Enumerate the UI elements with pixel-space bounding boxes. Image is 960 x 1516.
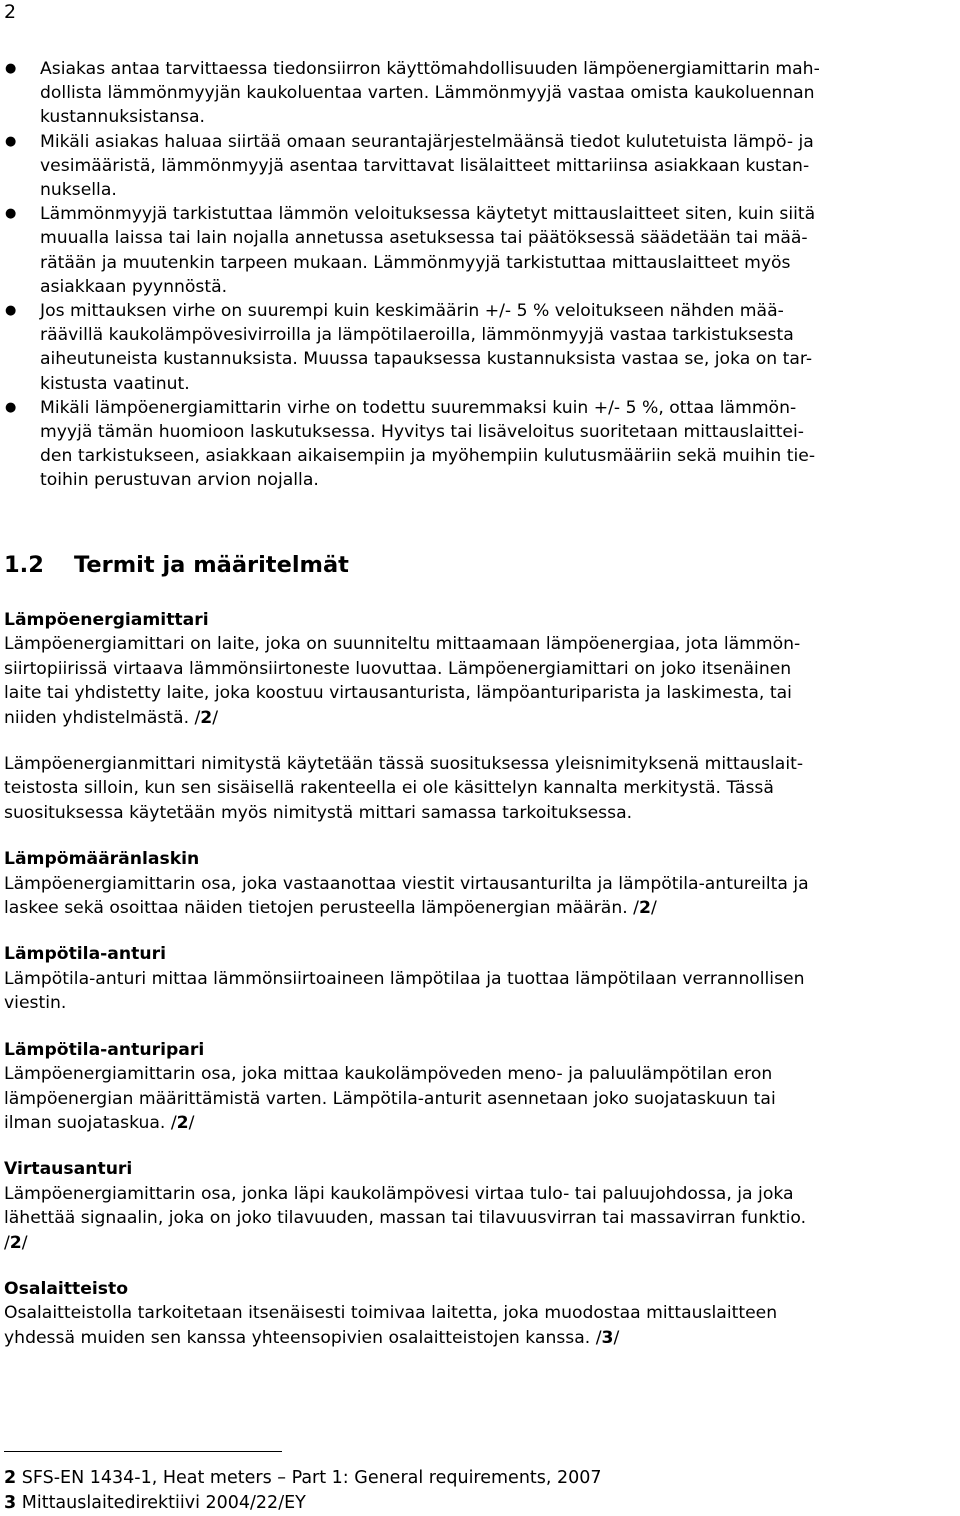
term-line: Osalaitteistolla tarkoitetaan itsenäisesti toimivaa laitetta, joka muodostaa mittauslaitteen: [4, 1303, 778, 1324]
term-title: Lämpötila-anturipari: [4, 1039, 205, 1060]
bullet-dot-icon: ●: [5, 133, 17, 149]
paragraph-line: Lämpöenergianmittari nimitystä käytetään tässä suosituksessa yleisnimityksenä mittauslait-: [4, 754, 804, 775]
term-line: laite tai yhdistetty laite, joka koostuu virtausanturista, lämpöanturiparista ja laskimesta, tai: [4, 683, 792, 704]
term-title: Lämpöenergiamittari: [4, 610, 209, 630]
bullet-item: [0, 299, 960, 396]
term-osalaitteisto: [4, 1277, 954, 1350]
term-line: lähettää signaalin, joka on joko tilavuuden, massan tai tilavuusvirran tai massavirran funktio.: [4, 1208, 807, 1229]
footnote-text: Mittauslaitedirektiivi 2004/22/EY: [16, 1492, 306, 1513]
term-title: Lämpötila-anturi: [4, 944, 166, 965]
bullet-line: myyjä tämän huomioon laskutuksessa. Hyvitys tai lisäveloitus suoritetaan mittauslaittei-: [40, 422, 804, 443]
footnote-text: SFS-EN 1434-1, Heat meters – Part 1: General requirements, 2007: [16, 1468, 602, 1488]
term-line: ilman suojataskua. /: [4, 1112, 177, 1133]
reference-tail: /: [650, 898, 657, 919]
term-line: Lämpöenergiamittari on laite, joka on suunniteltu mittaamaan lämpöenergiaa, jota lämmön-: [4, 634, 801, 655]
term-title: Lämpömääränlaskin: [4, 849, 200, 870]
term-extra-paragraph: [4, 752, 954, 825]
bullet-line: kistusta vaatinut.: [40, 373, 190, 394]
term-line: siirtopiirissä virtaava lämmönsiirtoneste luovuttaa. Lämpöenergiamittari on joko itsenäinen: [4, 658, 792, 679]
term-title: Osalaitteisto: [4, 1278, 129, 1299]
term-body: [4, 967, 954, 1016]
bullet-line: muualla laissa tai lain nojalla annetussa asetuksessa tai päätöksessä säädetään tai mää-: [40, 228, 808, 249]
bullet-item: [0, 396, 960, 493]
bullet-item: [0, 202, 960, 299]
reference-tail: /: [21, 1232, 28, 1253]
bullet-line: räävillä kaukolämpövesivirroilla ja lämpötilaeroilla, lämmönmyyjä vastaa tarkistuksesta: [40, 325, 794, 346]
term-lampomaaranlaskin: [4, 847, 954, 920]
bullet-dot-icon: ●: [5, 303, 17, 319]
page-number: 2: [4, 1, 17, 23]
paragraph-line: suosituksessa käytetään myös nimitystä mittari samassa tarkoituksessa.: [4, 802, 633, 823]
term-line: viestin.: [4, 993, 67, 1014]
bullet-line: toihin perustuvan arvion nojalla.: [40, 470, 319, 491]
term-line: Lämpötila-anturi mittaa lämmönsiirtoaineen lämpötilaa ja tuottaa lämpötilaan verrannollisen: [4, 968, 805, 989]
term-body: [4, 1062, 954, 1135]
footnote: [4, 1466, 602, 1491]
footnote: [4, 1491, 602, 1516]
bullet-line: vesimääristä, lämmönmyyjä asentaa tarvittavat lisälaitteet mittariinsa asiakkaan kustan-: [40, 155, 810, 176]
term-line: laskee sekä osoittaa näiden tietojen perusteella lämpöenergian määrän. /: [4, 898, 639, 919]
term-body: [4, 1301, 954, 1350]
bullet-dot-icon: ●: [5, 61, 17, 76]
section-number: 1.2: [4, 552, 44, 578]
bullet-line: kustannuksistansa.: [40, 107, 205, 128]
bullet-line: aiheutuneista kustannuksista. Muussa tapauksessa kustannuksista vastaa se, joka on tar-: [40, 349, 813, 370]
term-line: Lämpöenergiamittarin osa, joka mittaa kaukolämpöveden meno- ja paluulämpötilan eron: [4, 1064, 773, 1085]
reference-number: 2: [638, 898, 651, 919]
term-lampotila-anturi: [4, 942, 954, 1015]
bullet-line: den tarkistukseen, asiakkaan aikaisempiin ja myöhempiin kulutusmääriin sekä muihin tie-: [40, 446, 816, 467]
term-line: lämpöenergian määrittämistä varten. Lämpötila-anturit asennetaan joko suojataskuun tai: [4, 1088, 776, 1109]
term-lampotila-anturipari: [4, 1038, 954, 1136]
bullet-list: [0, 57, 960, 493]
bullet-item: [0, 57, 960, 130]
term-line: niiden yhdistelmästä. /: [4, 707, 201, 728]
bullet-line: asiakkaan pyynnöstä.: [40, 276, 228, 297]
footnotes: [4, 1466, 602, 1515]
term-virtausanturi: [4, 1157, 954, 1255]
term-line: Lämpöenergiamittarin osa, jonka läpi kaukolämpövesi virtaa tulo- tai paluujohdossa, ja joka: [4, 1183, 794, 1204]
terms-list: [4, 608, 954, 1372]
term-line: /: [4, 1232, 10, 1253]
bullet-line: Mikäli asiakas haluaa siirtää omaan seurantajärjestelmäänsä tiedot kulutetuista lämpö- ja: [40, 131, 814, 152]
reference-number: 2: [9, 1232, 22, 1253]
bullet-line: Asiakas antaa tarvittaessa tiedonsiirron käyttömahdollisuuden lämpöenergiamittarin mah-: [40, 59, 820, 79]
reference-number: 2: [176, 1112, 189, 1133]
term-lampoenergiamittari: [4, 608, 954, 730]
bullet-line: nuksella.: [40, 180, 117, 201]
reference-tail: /: [212, 707, 219, 728]
section-title: Termit ja määritelmät: [74, 552, 349, 578]
term-body: [4, 632, 954, 730]
bullet-line: Mikäli lämpöenergiamittarin virhe on todettu suuremmaksi kuin +/- 5 %, ottaa lämmön-: [40, 397, 797, 418]
bullet-line: Jos mittauksen virhe on suurempi kuin keskimäärin +/- 5 % veloitukseen nähden mää-: [40, 301, 784, 322]
term-body: [4, 872, 954, 921]
footnote-number: 2: [4, 1468, 17, 1488]
term-line: Lämpöenergiamittarin osa, joka vastaanottaa viestit virtausanturilta ja lämpötila-antureilta ja: [4, 873, 809, 894]
term-line: yhdessä muiden sen kanssa yhteensopivien osalaitteistojen kanssa. /: [4, 1327, 602, 1348]
reference-tail: /: [613, 1327, 620, 1348]
bullet-line: Lämmönmyyjä tarkistuttaa lämmön veloituksessa käytetyt mittauslaitteet siten, kuin siitä: [40, 204, 816, 225]
reference-tail: /: [188, 1112, 195, 1133]
term-body: [4, 1182, 954, 1255]
section-heading: [4, 551, 349, 579]
bullet-item: [0, 130, 960, 203]
bullet-line: dollista lämmönmyyjän kaukoluentaa varten. Lämmönmyyjä vastaa omista kaukoluennan: [40, 83, 815, 104]
footnote-divider: [4, 1451, 282, 1452]
term-title: Virtausanturi: [4, 1159, 133, 1180]
reference-number: 3: [601, 1327, 614, 1348]
footnote-number: 3: [4, 1492, 17, 1513]
paragraph-line: teistosta silloin, kun sen sisäisellä rakenteella ei ole käsittelyn kannalta merkitystä. Tässä: [4, 778, 774, 799]
reference-number: 2: [200, 707, 213, 728]
bullet-line: rätään ja muutenkin tarpeen mukaan. Lämmönmyyjä tarkistuttaa mittauslaitteet myös: [40, 252, 791, 273]
bullet-dot-icon: ●: [5, 206, 17, 222]
bullet-dot-icon: ●: [5, 399, 17, 415]
